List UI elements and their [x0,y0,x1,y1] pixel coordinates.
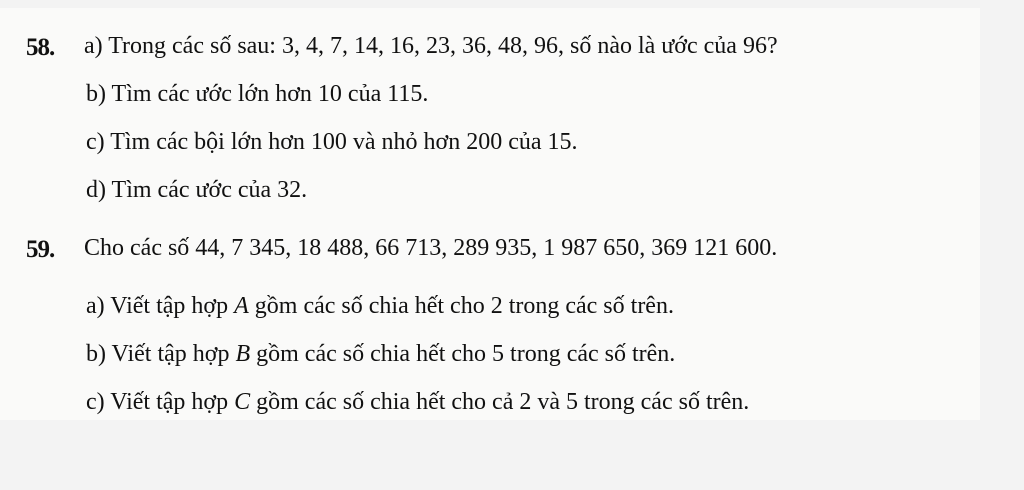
problem-part-c: c) Tìm các bội lớn hơn 100 và nhỏ hơn 200 của 15. [86,129,578,155]
problem-number: 59. [26,236,55,263]
problem-part-b: b) Tìm các ước lớn hơn 10 của 115. [86,81,429,107]
problem-part-c: c) Viết tập hợp C gồm các số chia hết cho cả 2 và 5 trong các số trên. [86,389,750,415]
problem-number: 58. [26,34,55,61]
problem-statement: Cho các số 44, 7 345, 18 488, 66 713, 289 935, 1 987 650, 369 121 600. [84,235,778,261]
problem-part-a: a) Viết tập hợp A gồm các số chia hết cho 2 trong các số trên. [86,293,674,319]
set-variable: B [235,341,251,367]
background-band [0,420,1024,490]
problem-part-d: d) Tìm các ước của 32. [86,177,308,203]
set-variable: C [234,389,251,415]
set-variable: A [234,293,249,319]
problem-part-b: b) Viết tập hợp B gồm các số chia hết cho 5 trong các số trên. [86,341,676,367]
problem-part-a: a) Trong các số sau: 3, 4, 7, 14, 16, 23, 36, 48, 96, số nào là ước của 96? [84,33,778,59]
textbook-page [0,8,980,420]
